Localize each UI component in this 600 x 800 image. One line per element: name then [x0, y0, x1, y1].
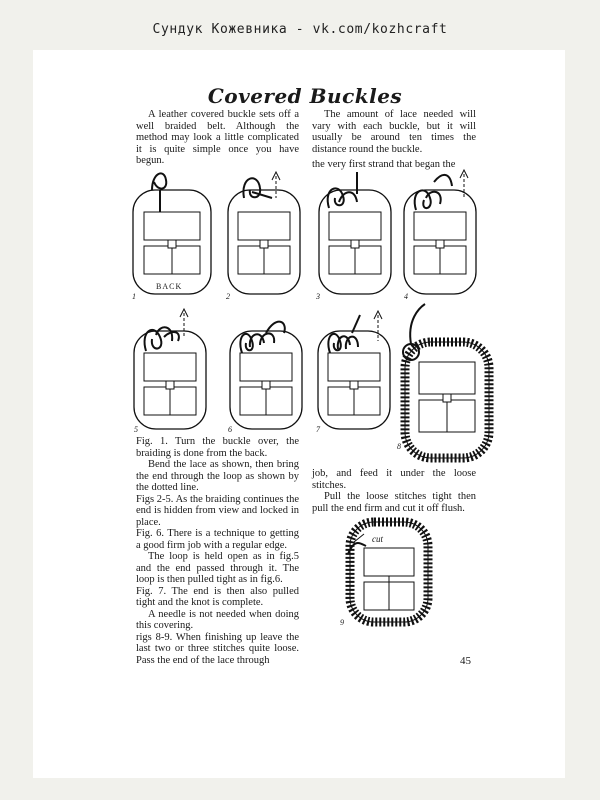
buckle-diagram-4 — [400, 168, 480, 303]
figure-4-number: 4 — [404, 292, 408, 301]
figure-2-number: 2 — [226, 292, 230, 301]
figure-5-number: 5 — [134, 425, 138, 434]
figure-1-label: BACK — [156, 282, 183, 291]
figure-3-number: 3 — [316, 292, 320, 301]
page-number: 45 — [460, 655, 471, 667]
paragraph-fig7: Fig. 7. The end is then also pulled tight and the knot is complete. — [136, 585, 299, 608]
figure-1 — [130, 168, 215, 303]
paragraph-figs8-9: rigs 8-9. When finishing up leave the last two or three stitches quite loose. Pass the end of the lace through — [136, 631, 299, 666]
paragraph-pull: Pull the loose stitches tight then pull the end firm and cut it off flush. — [312, 491, 476, 514]
paragraph-needle: A needle is not needed when doing this covering. — [136, 608, 299, 631]
figure-4 — [400, 168, 480, 303]
figure-7 — [312, 307, 397, 437]
figure-7-number: 7 — [316, 425, 320, 434]
instructions-column — [136, 436, 299, 666]
paragraph-loop: The loop is held open as in fig.5 and the end passed through it. The loop is then pulled tight as in fig.6. — [136, 551, 299, 585]
buckle-diagram-7 — [312, 307, 397, 437]
figure-9 — [336, 512, 436, 632]
figure-9-label: cut — [372, 534, 383, 544]
figure-6-number: 6 — [228, 425, 232, 434]
figure-8-number: 8 — [397, 442, 401, 451]
watermark-header: Сундук Кожевника - vk.com/kozhcraft — [152, 22, 448, 37]
paragraph-intro: A leather covered buckle sets off a well braided belt. Although the method may look a little complicated it is quite simple once you have begun. — [136, 109, 299, 166]
paragraph-continuation: the very first strand that began the — [312, 159, 456, 170]
paragraph-fig6: Fig. 6. There is a technique to getting a good firm job with a regular edge. — [136, 528, 299, 551]
buckle-diagram-8 — [395, 300, 495, 465]
finishing-column — [312, 468, 476, 514]
buckle-diagram-6 — [224, 307, 309, 437]
lace-amount-paragraph — [312, 109, 476, 171]
figure-6 — [224, 307, 309, 437]
figure-2 — [222, 168, 307, 303]
page-title: Covered Buckles — [207, 84, 403, 108]
buckle-diagram-5 — [132, 307, 217, 437]
intro-paragraph — [136, 109, 299, 167]
figure-1-number: 1 — [132, 292, 136, 301]
figure-3 — [313, 168, 398, 303]
figure-9-number: 9 — [340, 618, 344, 627]
paragraph-feed: job, and feed it under the loose stitches. — [312, 468, 476, 491]
buckle-diagram-9 — [336, 512, 436, 632]
paragraph-bend: Bend the lace as shown, then bring the end through the loop as shown by the dotted line. — [136, 459, 299, 493]
figure-5 — [132, 307, 217, 437]
buckle-diagram-2 — [222, 168, 307, 303]
paragraph-figs2-5: Figs 2-5. As the braiding continues the end is hidden from view and locked in place. — [136, 493, 299, 528]
paragraph-fig1: Fig. 1. Turn the buckle over, the braiding is done from the back. — [136, 436, 299, 459]
paragraph-lace-amount: The amount of lace needed will vary with each buckle, but it will usually be around ten times the distance round the buckle. — [312, 109, 476, 155]
buckle-diagram-3 — [313, 168, 398, 303]
figure-8 — [395, 300, 495, 465]
